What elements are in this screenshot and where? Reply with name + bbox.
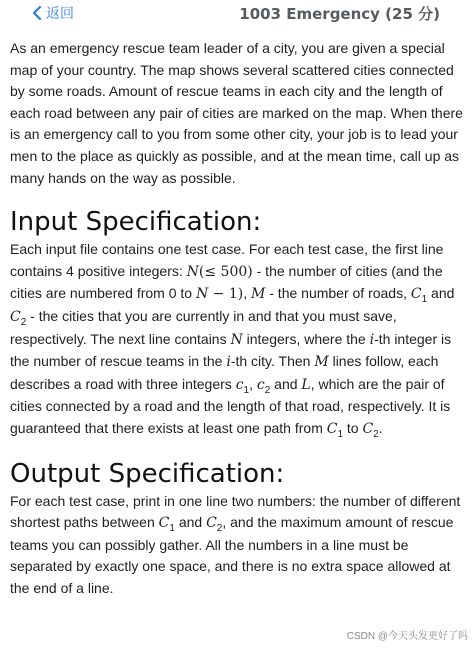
page-title: 1003 Emergency (25 分) <box>239 5 440 23</box>
back-label: 返回 <box>46 5 74 21</box>
header-bar <box>0 0 476 26</box>
csdn-watermark: CSDN @今天头发更好了吗 <box>343 627 468 642</box>
input-spec-text: Each input file contains one test case. For each test case, the first line contains 4 positive integers: N(≤ 500) - the number of cities (and the cities are numbered from 0 to N − 1), M - the number of roads, $C_1$ and $C_2$ - the cities that you are currently in and that you must save, respectively. The next line contains N integers, where the i-th integer is the number of rescue teams in the i-th city. Then M lines follow, each describes a road with three integers $c_1$, $c_2$ and L, which are the pair of cities connected by a road and the length of that road, respectively. It is guaranteed that there exists at least one path from $C_1$ to $C_2$. <box>10 241 455 440</box>
output-spec-heading: Output Specification: <box>10 458 285 489</box>
input-spec-heading: Input Specification: <box>10 207 262 238</box>
output-spec-text: For each test case, print in one line two numbers: the number of different shortest paths between $C_1$ and $C_2$, and the maximum amount of rescue teams you can possibly gather. All the numbers in a line must be separated by exactly one space, and there is no extra space allowed at the end of a line. <box>10 492 461 596</box>
problem-description: As an emergency rescue team leader of a city, you are given a special map of your country. The map shows several scattered cities connected by some roads. Amount of rescue teams in each city and the length of each road between any pair of cities are marked on the map. When there is an emergency call to you from some other city, your job is to lead your men to the place as quickly as possible, and at the mean time, call up as many hands on the way as possible. <box>10 40 463 186</box>
back-button[interactable] <box>32 3 74 23</box>
chevron-left-icon <box>32 6 42 20</box>
problem-content <box>10 38 472 599</box>
